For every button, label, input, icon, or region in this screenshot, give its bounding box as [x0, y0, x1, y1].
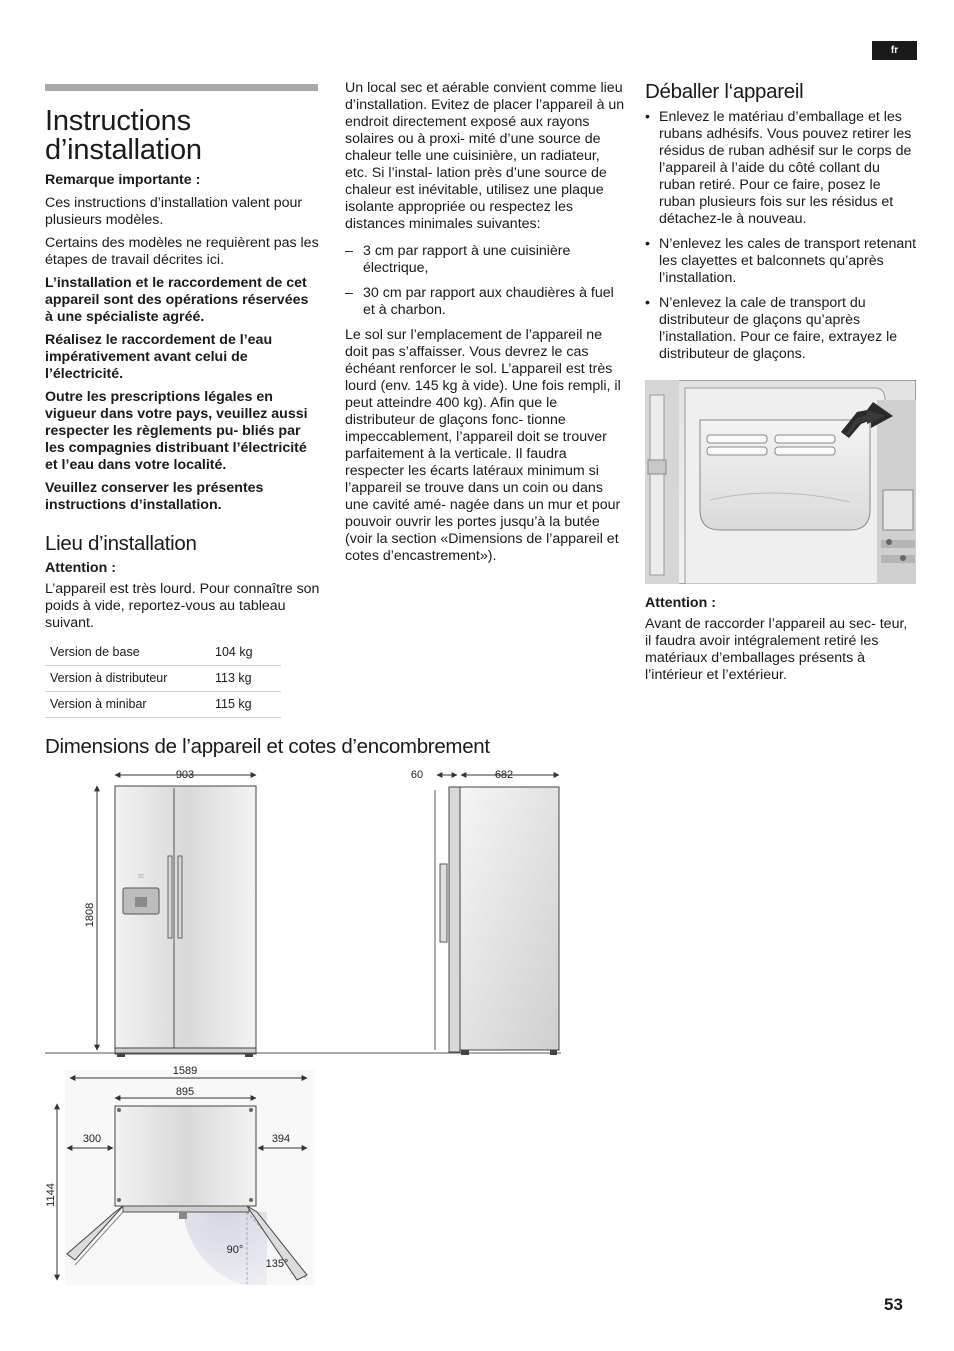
dim-depth-open: 1144 — [45, 1183, 57, 1207]
remark-heading: Remarque importante : — [45, 172, 201, 188]
attention-block — [645, 595, 915, 690]
column-1 — [45, 107, 320, 718]
distance-list — [345, 243, 625, 319]
section-rule — [45, 84, 318, 91]
dim-width-open: 1589 — [172, 1065, 198, 1077]
dim-height: 1808 — [84, 902, 96, 928]
table-row — [45, 666, 281, 692]
table-cell-version: Version de base — [45, 640, 215, 666]
list-item: – 30 cm par rapport aux chaudières à fuel et à charbon. — [345, 285, 625, 319]
lieu-text: L’appareil est très lourd. Pour connaître son poids à vide, reportez-vous au tableau suivant. — [45, 581, 320, 631]
remark-paragraph: Ces instructions d’installation valent pour plusieurs modèles. — [45, 195, 303, 228]
dim-depth: 682 — [494, 769, 514, 781]
dim-width-front: 903 — [175, 769, 195, 781]
bold-paragraph: L’installation et le raccordement de cet appareil sont des opérations réservées à une spécialiste agréé. — [45, 275, 309, 325]
bold-paragraph: Réalisez le raccordement de l’eau impérativement avant celui de l’électricité. — [45, 332, 273, 382]
attention-label: Attention : — [645, 595, 716, 611]
section-heading-lieu: Lieu d’installation — [45, 532, 197, 555]
dim-width-body: 895 — [175, 1086, 195, 1098]
attention-text: Avant de raccorder l’appareil au sec- teur, il faudra avoir intégralement retiré les matériaux d’emballages présents à l’intérieur et l’extérieur. — [645, 616, 908, 683]
column-2 — [345, 80, 625, 571]
floor-text: Le sol sur l’emplacement de l’appareil ne doit pas s’affaisser. Vous devrez le cas échéant renforcer le sol. L’appareil est très lourd (env. 145 kg à vide). Une fois rempli, il peut atteindre 400 kg). Afin que le distributeur de glaçons fonc- tionne impeccablement, l’appareil doit se trouver parfaitement à la verticale. Il faudra respecter les écarts latéraux minimum si l’appareil se trouve dans un coin ou dans une cavité amé- nagée dans un mur et pour pouvoir ouvrir les portes jusqu’à la butée (voir la section «Dimensions de l’appareil et cotes d’encastrement»). — [345, 327, 621, 564]
list-item: • N’enlevez les cales de transport retenant les clayettes et balconnets qu’après l’installation. — [645, 236, 920, 287]
language-badge: fr — [872, 41, 917, 60]
dimensions-heading: Dimensions de l’appareil et cotes d’encombrement — [45, 735, 490, 758]
unpack-list — [645, 109, 920, 363]
table-row — [45, 692, 281, 718]
column-3 — [645, 80, 920, 371]
table-cell-version: Version à minibar — [45, 692, 215, 718]
table-cell-weight: 115 kg — [215, 692, 281, 718]
list-item: • N’enlevez la cale de transport du distributeur de glaçons qu’après l’installation. Pour ce faire, extrayez le distributeur de glaçons. — [645, 295, 920, 363]
table-cell-weight: 104 kg — [215, 640, 281, 666]
remark-paragraph: Certains des modèles ne requièrent pas les étapes de travail décrites ici. — [45, 235, 319, 268]
dispenser-icons: ⁝⁝⁝ — [138, 874, 144, 880]
list-item: • Enlevez le matériau d’emballage et les rubans adhésifs. Vous pouvez retirer les résidus de ruban adhésif sur le corps de l’appareil à l’aide du côté collant du ruban retiré. Pour ce faire, posez le ruban plusieurs fois sur les résidus et détachez-le à nouveau. — [645, 109, 920, 228]
bold-paragraph: Outre les prescriptions légales en vigueur dans votre pays, veuillez aussi respecter les règlements pu- bliés par les compagnies distribuant l’électricité et l’eau dans votre localité. — [45, 389, 308, 473]
bold-paragraph: Veuillez conserver les présentes instructions d’installation. — [45, 480, 264, 513]
attention-label: Attention : — [45, 560, 116, 576]
page-title-line-1: Instructions — [45, 105, 191, 137]
page-title — [45, 107, 320, 165]
location-intro: Un local sec et aérable convient comme lieu d’installation. Evitez de placer l’appareil à un endroit directement exposé aux rayons solaires ou à proxi- mité d’une source de chaleur telle une cuisinière, un radiateur, etc. Si l’instal- lation près d’une source de chaleur est inévitable, utilisez une plaque isolante appropriée ou respectez les distances minimales suivantes: — [345, 80, 625, 232]
section-heading-unpack: Déballer l‘appareil — [645, 80, 804, 103]
list-item: – 3 cm par rapport à une cuisinière électrique, — [345, 243, 625, 277]
dim-side-left: 300 — [82, 1133, 102, 1145]
angle-right: 135° — [265, 1258, 289, 1270]
dimensions-drawing — [45, 760, 575, 1285]
dim-gap-back: 60 — [410, 769, 424, 781]
table-row — [45, 640, 281, 666]
weights-table — [45, 640, 281, 718]
table-cell-weight: 113 kg — [215, 666, 281, 692]
dim-side-right: 394 — [271, 1133, 291, 1145]
ice-dispenser-photo — [645, 380, 916, 584]
page-number: 53 — [884, 1295, 903, 1314]
angle-left: 90° — [226, 1244, 244, 1256]
page-title-line-2: d’installation — [45, 134, 202, 166]
table-cell-version: Version à distributeur — [45, 666, 215, 692]
